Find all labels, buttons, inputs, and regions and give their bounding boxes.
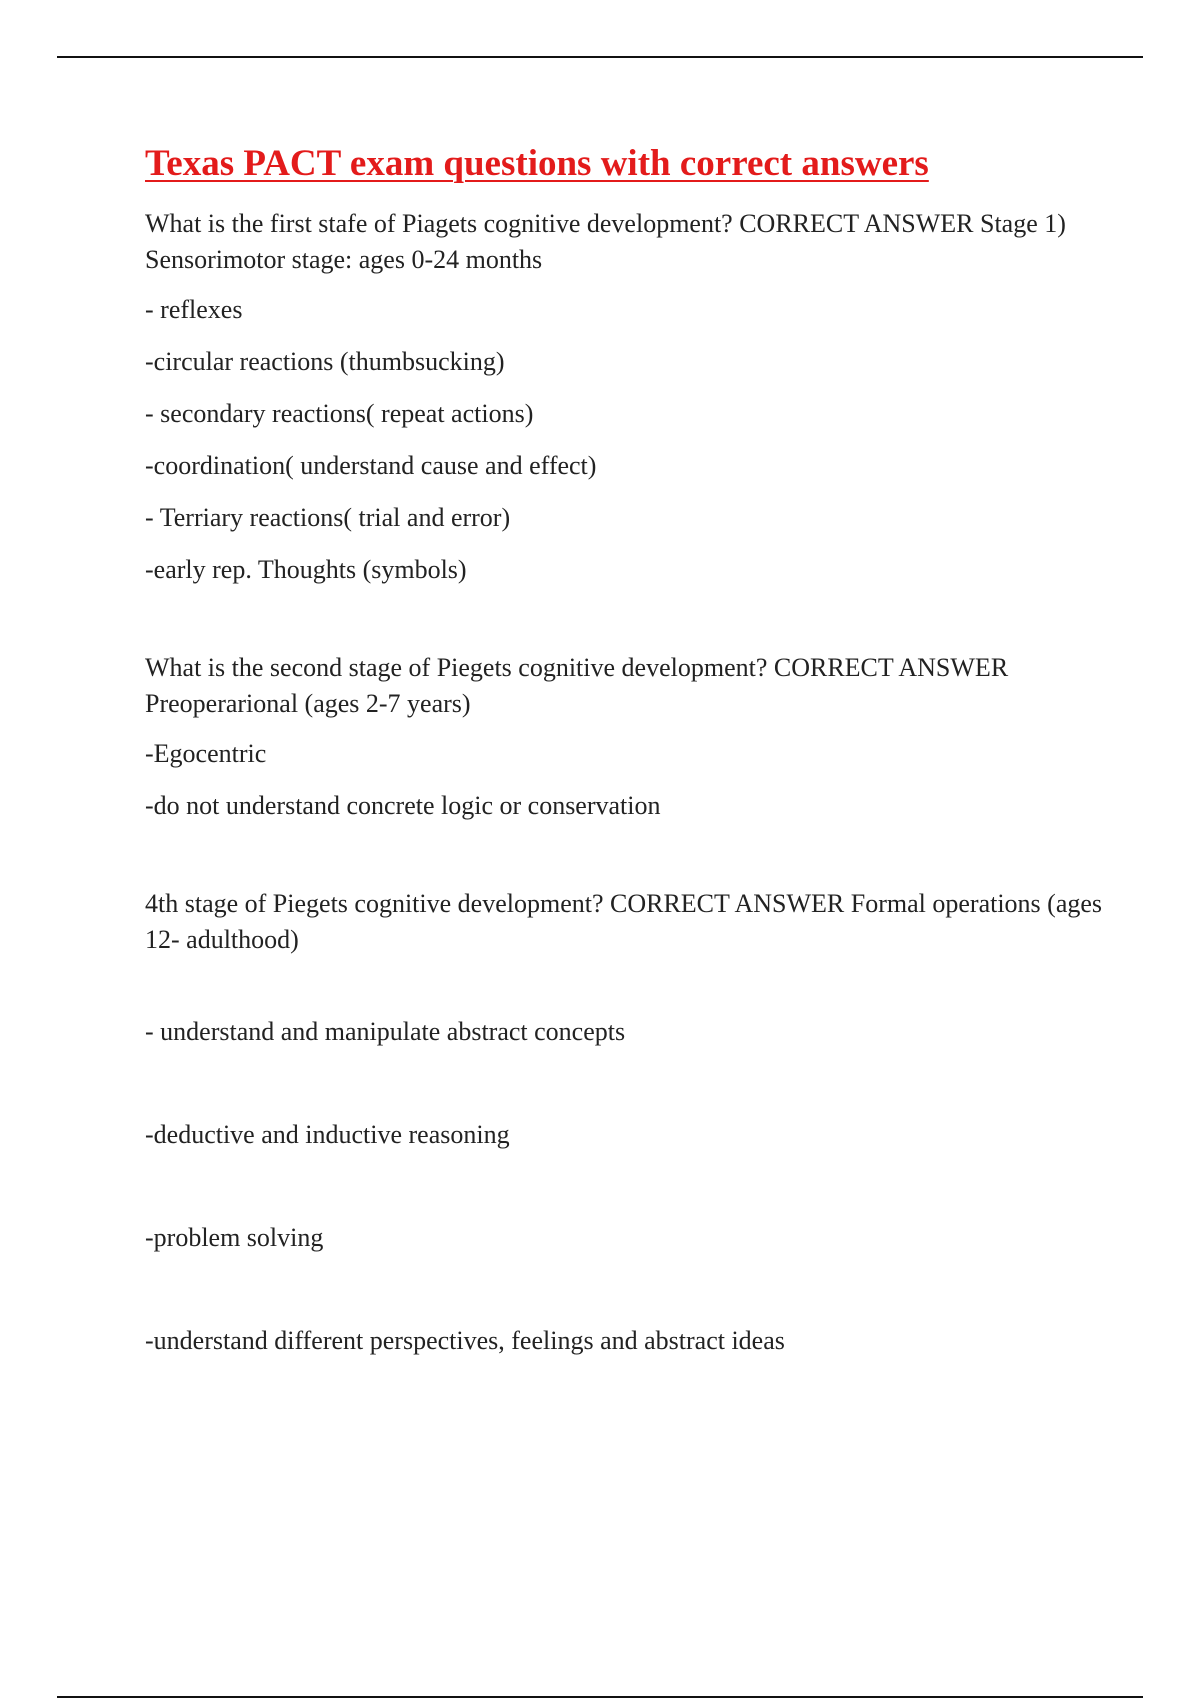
answer-detail: - secondary reactions( repeat actions): [145, 399, 534, 429]
qa-block-stage-1: [145, 206, 1105, 588]
document-page: [145, 142, 1105, 1426]
answer-detail: - understand and manipulate abstract concepts: [145, 1017, 626, 1047]
answer-detail: -circular reactions (thumbsucking): [145, 347, 505, 377]
answer-detail: -early rep. Thoughts (symbols): [145, 555, 467, 585]
question-text: 4th stage of Piegets cognitive development? CORRECT ANSWER Formal operations (ages 12- adulthood): [145, 889, 1103, 955]
answer-detail: -understand different perspectives, feelings and abstract ideas: [145, 1326, 785, 1356]
answer-detail: -do not understand concrete logic or conservation: [145, 791, 661, 821]
answer-detail: - reflexes: [145, 295, 243, 325]
answer-detail: -deductive and inductive reasoning: [145, 1120, 510, 1150]
question-text: What is the second stage of Piegets cognitive development? CORRECT ANSWER Preoperarional (ages 2-7 years): [145, 653, 1009, 719]
document-title: Texas PACT exam questions with correct answers: [145, 143, 929, 184]
answer-detail: - Terriary reactions( trial and error): [145, 503, 511, 533]
footer-rule: [57, 1696, 1143, 1698]
question-text: What is the first stafe of Piagets cognitive development? CORRECT ANSWER Stage 1) Sensorimotor stage: ages 0-24 months: [145, 209, 1066, 275]
qa-block-stage-2: [145, 650, 1105, 824]
qa-block-stage-4: [145, 886, 1105, 1359]
answer-detail: -coordination( understand cause and effect): [145, 451, 597, 481]
header-rule: [57, 56, 1143, 58]
answer-detail: -problem solving: [145, 1223, 324, 1253]
answer-detail: -Egocentric: [145, 739, 267, 769]
